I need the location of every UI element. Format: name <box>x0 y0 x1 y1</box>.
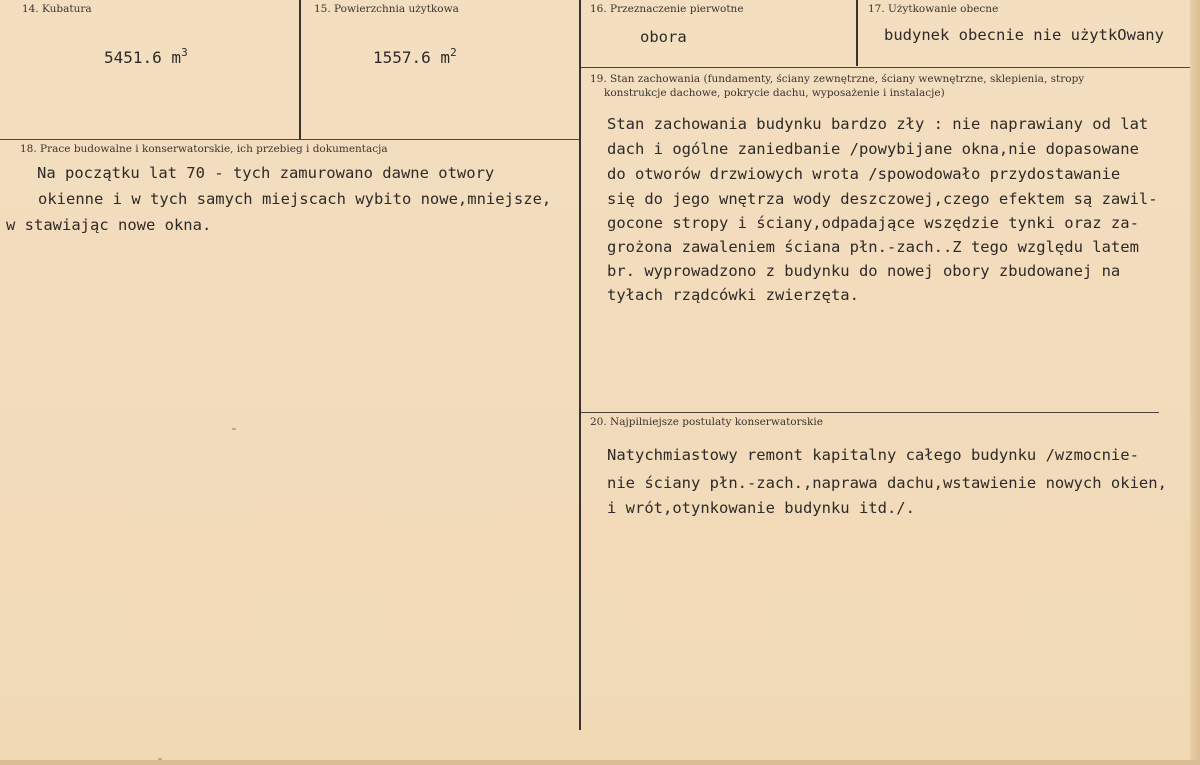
field-18-line-3: w stawiając nowe okna. <box>6 216 212 234</box>
field-17-label: 17. Użytkowanie obecne <box>868 3 999 15</box>
field-18-line-1: Na początku lat 70 - tych zamurowano dawne otwory <box>37 164 495 182</box>
field-19-line-8: tyłach rządcówki zwierzęta. <box>607 286 859 304</box>
paper-edge-right <box>1190 0 1200 765</box>
divider-v-16-17 <box>856 0 858 66</box>
field-20-line-2: nie ściany płn.-zach.,naprawa dachu,wstawienie nowych okien, <box>607 474 1167 492</box>
divider-h-19-20 <box>581 412 1159 413</box>
field-20-label: 20. Najpilniejsze postulaty konserwatorskie <box>590 416 823 428</box>
divider-h-top-left <box>0 139 580 140</box>
field-14-value: 5451.6 $m^3$ <box>104 46 188 67</box>
field-20-line-3: i wrót,otynkowanie budynku itd./. <box>607 499 915 517</box>
divider-h-top-right <box>581 67 1200 68</box>
paper-edge-bottom <box>0 760 1200 765</box>
field-19-line-7: br. wyprowadzono z budynku do nowej obory zbudowanej na <box>607 262 1121 280</box>
field-14-label: 14. Kubatura <box>22 3 92 15</box>
paper-mark <box>232 428 236 430</box>
field-19-line-1: Stan zachowania budynku bardzo zły : nie naprawiany od lat <box>607 115 1149 133</box>
field-15-label: 15. Powierzchnia użytkowa <box>314 3 459 15</box>
field-18-label: 18. Prace budowalne i konserwatorskie, ich przebieg i dokumentacja <box>20 143 388 155</box>
field-19-line-2: dach i ogólne zaniedbanie /powybijane okna,nie dopasowane <box>607 140 1139 158</box>
field-19-line-4: się do jego wnętrza wody deszczowej,czego efektem są zawil- <box>607 190 1158 208</box>
field-16-label: 16. Przeznaczenie pierwotne <box>590 3 744 15</box>
field-19-line-5: gocone stropy i ściany,odpadające wszędzie tynki oraz za- <box>607 214 1139 232</box>
field-18-line-2: okienne i w tych samych miejscach wybito nowe,mniejsze, <box>38 190 552 208</box>
field-16-value: obora <box>640 28 687 46</box>
field-19-line-3: do otworów drzwiowych wrota /spowodowało przydostawanie <box>607 165 1121 183</box>
field-19-label-line-1: 19. Stan zachowania (fundamenty, ściany zewnętrzne, ściany wewnętrzne, sklepienia, stropy <box>590 73 1085 85</box>
field-19-label-line-2: konstrukcje dachowe, pokrycie dachu, wyposażenie i instalacje) <box>604 87 945 99</box>
field-17-value: budynek obecnie nie użytkOwany <box>884 26 1164 44</box>
divider-v-14-15 <box>299 0 301 140</box>
field-15-value: 1557.6 $m^2$ <box>373 46 457 67</box>
field-20-line-1: Natychmiastowy remont kapitalny całego budynku /wzmocnie- <box>607 446 1139 464</box>
field-19-line-6: grożona zawaleniem ściana płn.-zach..Z tego względu latem <box>607 238 1139 256</box>
divider-v-main <box>579 0 581 730</box>
